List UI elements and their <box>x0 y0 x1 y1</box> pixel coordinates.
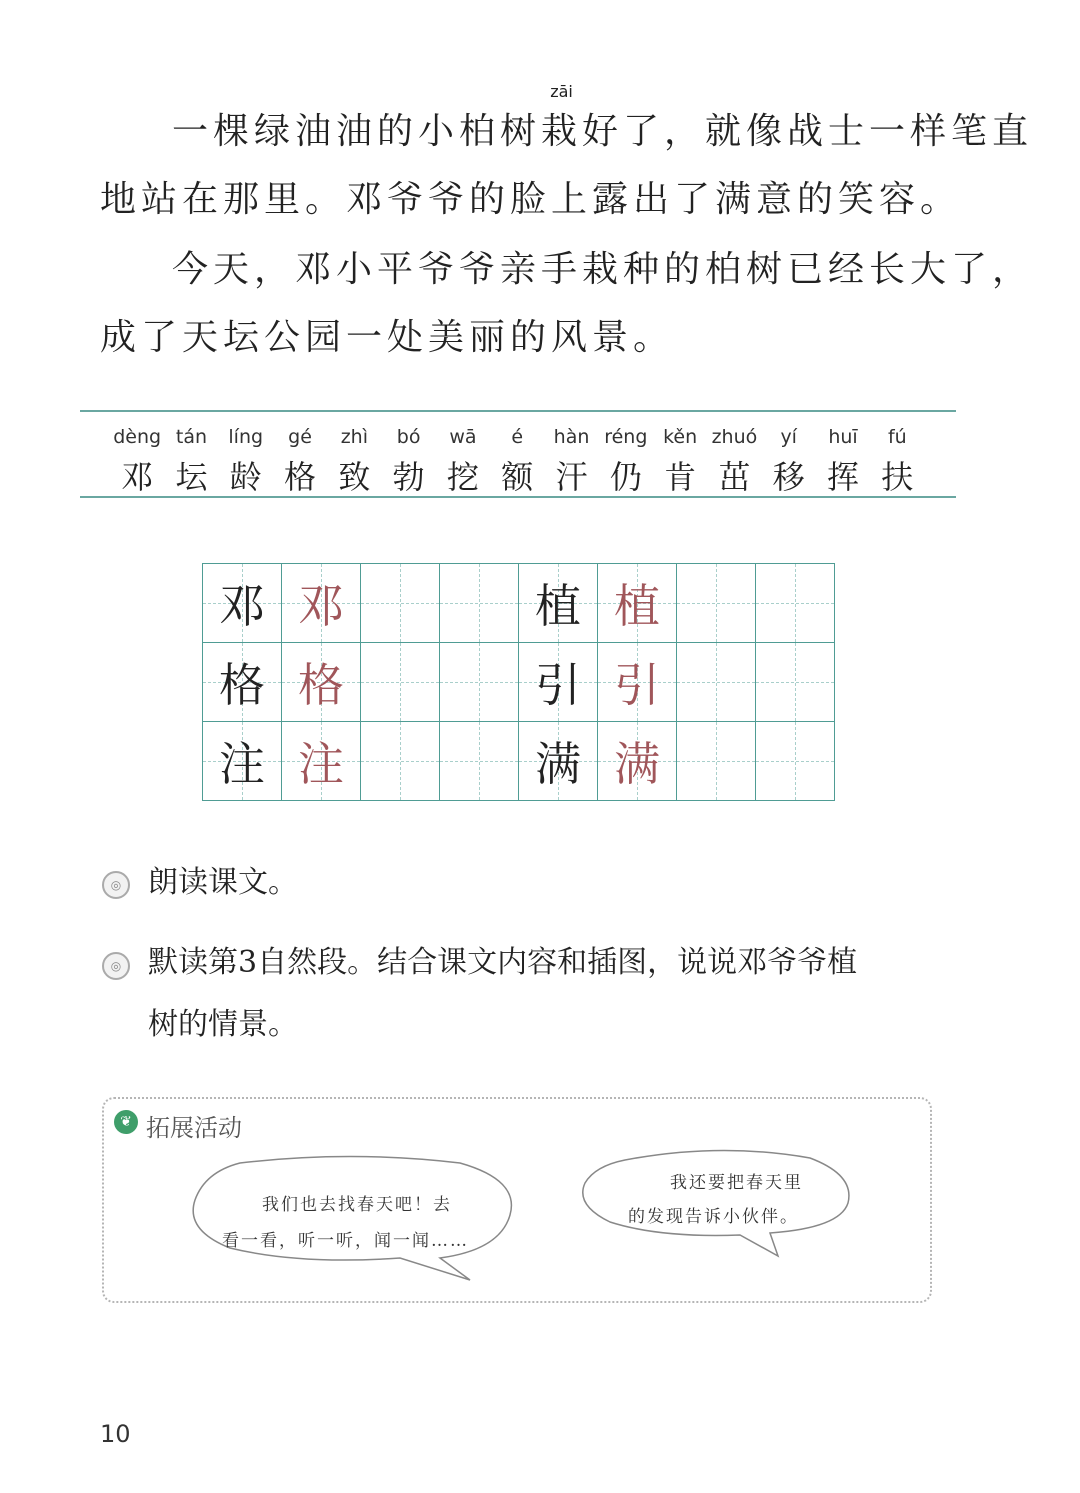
char-hanzi: 邓 <box>121 458 154 496</box>
grid-char: 格 <box>219 658 265 712</box>
char-hanzi: 挥 <box>827 458 860 496</box>
char-pinyin: yí <box>780 426 797 448</box>
exercise-1: 朗读课文。 <box>148 865 298 900</box>
char-pinyin: dèng <box>113 426 162 448</box>
grid-char: 植 <box>535 579 581 633</box>
speech-bubble-left <box>193 1157 511 1281</box>
char-hanzi: 龄 <box>229 458 262 496</box>
passage-line-2: 地站在那里。邓爷爷的脸上露出了满意的笑容。 <box>100 179 962 220</box>
char-pinyin: tán <box>175 426 208 448</box>
char-hanzi: 肯 <box>664 458 697 496</box>
grid-char: 引 <box>535 658 581 712</box>
char-pinyin: hàn <box>553 426 590 448</box>
bubble-right-line-1: 我还要把春天里 <box>670 1173 803 1193</box>
char-hanzi: 致 <box>338 458 371 496</box>
leaf-icon: ❦ <box>114 1110 138 1134</box>
bubble-left-line-1: 我们也去找春天吧！去 <box>262 1195 452 1215</box>
activity-title: 拓展活动 <box>146 1114 242 1142</box>
ruby-char: zāi 栽 <box>541 82 583 152</box>
grid-char: 引 <box>614 658 660 712</box>
char-hanzi: 茁 <box>718 458 751 496</box>
passage-line-3: 今天，邓小平爷爷亲手栽种的柏树已经长大了， <box>172 249 1034 290</box>
char-hanzi: 额 <box>501 458 534 496</box>
grid-char: 植 <box>614 579 660 633</box>
char-hanzi: 勃 <box>392 458 425 496</box>
char-hanzi: 扶 <box>881 458 914 496</box>
passage-text: 一棵绿油油的小柏树 <box>172 111 542 152</box>
char-hanzi: 仍 <box>609 458 642 496</box>
grid-char: 满 <box>535 737 581 791</box>
grid-char: 注 <box>298 737 344 791</box>
read-aloud-icon: ◎ <box>102 952 130 980</box>
char-pinyin: bó <box>396 426 421 448</box>
ruby-pinyin: zāi <box>550 82 573 101</box>
char-pinyin: líng <box>228 426 264 448</box>
char-hanzi: 坛 <box>175 458 208 496</box>
char-pinyin: zhuó <box>711 426 758 448</box>
grid-char: 满 <box>614 737 660 791</box>
grid-char: 格 <box>298 658 344 712</box>
bubble-left-line-2: 看一看，听一听，闻一闻…… <box>222 1231 469 1251</box>
char-pinyin: gé <box>288 426 312 448</box>
exercise-2-line-1: 默读第3自然段。结合课文内容和插图，说说邓爷爷植 <box>148 945 858 980</box>
char-hanzi: 格 <box>284 458 317 496</box>
char-pinyin: zhì <box>340 426 368 448</box>
bubble-right-line-2: 的发现告诉小伙伴。 <box>628 1207 799 1227</box>
read-aloud-icon: ◎ <box>102 871 130 899</box>
char-pinyin: huī <box>828 426 858 448</box>
grid-char: 注 <box>219 737 265 791</box>
char-hanzi: 挖 <box>446 458 479 496</box>
char-hanzi: 汗 <box>555 458 588 496</box>
page-number: 10 <box>100 1420 131 1448</box>
exercise-2-line-2: 树的情景。 <box>148 1007 298 1042</box>
char-pinyin: é <box>511 426 524 448</box>
grid-char: 邓 <box>219 579 265 633</box>
char-pinyin: fú <box>887 426 907 448</box>
passage-line-4: 成了天坛公园一处美丽的风景。 <box>100 317 675 358</box>
char-pinyin: réng <box>604 426 648 448</box>
passage-text: 好了，就像战士一样笔直 <box>582 111 1034 152</box>
char-pinyin: wā <box>449 426 477 448</box>
char-pinyin: kěn <box>663 426 698 448</box>
char-hanzi: 移 <box>772 458 805 496</box>
grid-char: 邓 <box>298 579 344 633</box>
